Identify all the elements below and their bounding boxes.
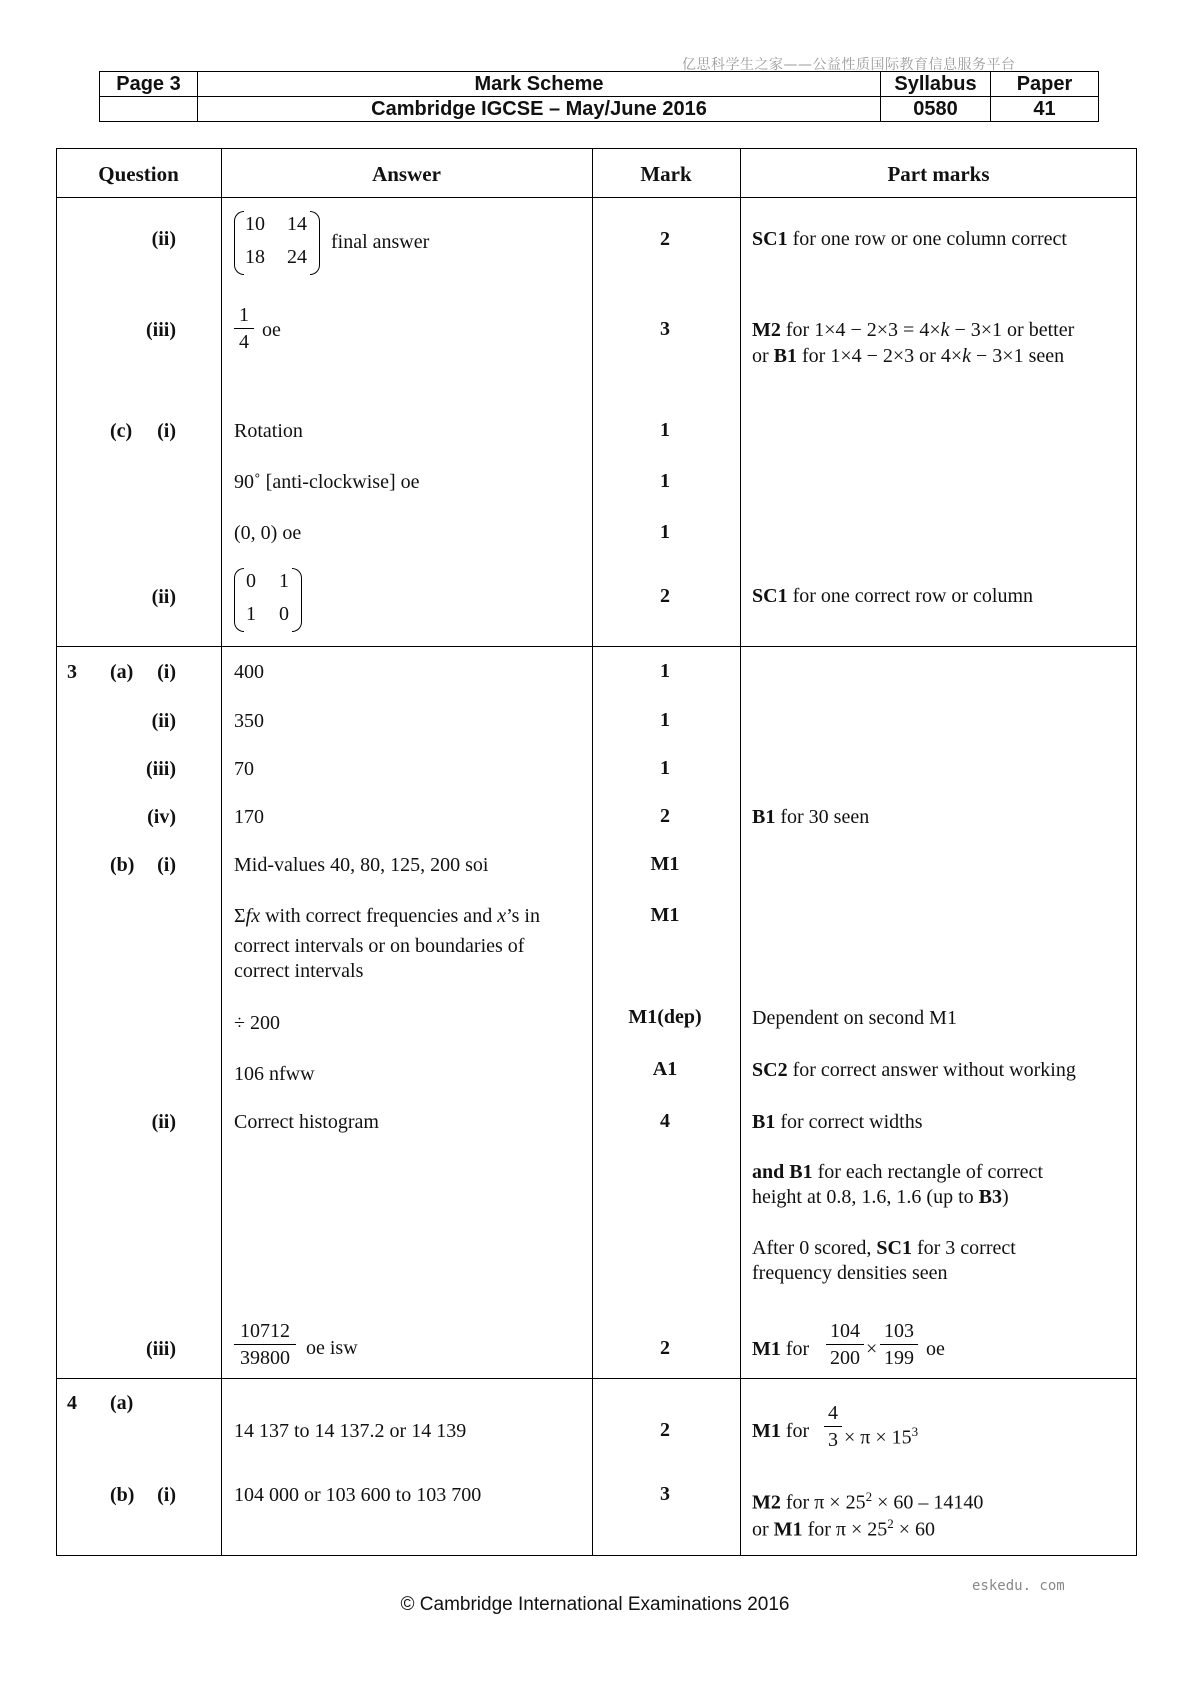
column-header-question: Question <box>98 162 179 186</box>
question-part-label: (a) <box>110 661 134 683</box>
part-marks-description: After 0 scored, <box>752 1237 877 1259</box>
mark-code: SC1 <box>752 228 788 250</box>
question-label: (iii) <box>146 1338 176 1360</box>
part-marks-text <box>752 1236 1016 1261</box>
times-symbol: × <box>866 1338 878 1360</box>
matrix-cell: 0 <box>279 603 289 625</box>
paper-label: Paper <box>991 72 1099 97</box>
part-marks-description: for one row or one column correct <box>787 228 1067 250</box>
mark-code: M2 <box>752 1491 781 1514</box>
part-marks-text <box>752 1058 1076 1083</box>
answer-text: 106 nfww <box>234 1063 315 1085</box>
document-title: Mark Scheme <box>198 72 881 97</box>
fraction-numerator: 103 <box>880 1318 918 1345</box>
answer-text: 104 000 or 103 600 to 103 700 <box>234 1484 482 1506</box>
question-label: (iv) <box>147 806 176 828</box>
part-marks-text <box>752 344 1064 369</box>
mark-value: 2 <box>660 228 670 250</box>
row-divider <box>56 197 1137 198</box>
question-label: (i) <box>157 1484 176 1506</box>
row-divider <box>56 646 1137 647</box>
mark-value: 2 <box>660 805 670 827</box>
part-marks-text: frequency densities seen <box>752 1262 948 1284</box>
answer-fragment: with correct frequencies and <box>260 905 498 927</box>
expression: × π × 15 <box>844 1426 912 1449</box>
part-marks-expression: for π × 25 <box>780 1491 866 1514</box>
matrix-cell: 14 <box>287 213 307 235</box>
question-part-label: (b) <box>110 854 135 876</box>
answer-text: oe isw <box>306 1337 358 1359</box>
part-marks-text <box>752 805 869 830</box>
part-marks-expression: − 3×1 seen <box>971 345 1065 367</box>
part-marks-description: for 3 correct <box>911 1237 1016 1259</box>
question-label: (i) <box>157 854 176 876</box>
fraction <box>824 1400 842 1453</box>
mark-code: B1 <box>773 345 798 367</box>
part-marks-text <box>752 318 1074 343</box>
part-marks-expression: for 1×4 − 2×3 = 4× <box>780 319 941 341</box>
column-header-mark: Mark <box>640 162 692 186</box>
mark-value: 2 <box>660 1337 670 1359</box>
right-bracket <box>310 211 320 275</box>
mark-code: SC1 <box>752 585 788 607</box>
part-marks-text <box>752 584 1033 609</box>
part-marks-text <box>752 1185 1009 1210</box>
answer-text <box>234 904 540 929</box>
fraction-answer <box>234 1318 296 1371</box>
syllabus-code: 0580 <box>881 97 991 122</box>
mark-code: B1 <box>752 1111 776 1133</box>
matrix-cell: 0 <box>246 570 256 592</box>
left-bracket <box>234 211 244 275</box>
question-label: (ii) <box>151 710 176 732</box>
question-number: 3 <box>67 661 77 683</box>
mark-value: 1 <box>660 521 670 543</box>
question-part-label: (b) <box>110 1484 135 1506</box>
part-marks-expression: × 60 <box>893 1518 936 1541</box>
matrix-cell: 1 <box>246 603 256 625</box>
mark-value: 1 <box>660 757 670 779</box>
part-marks-text <box>752 1337 809 1362</box>
question-part-label: (a) <box>110 1392 134 1414</box>
answer-text: final answer <box>331 231 430 253</box>
mark-code: SC2 <box>752 1059 788 1081</box>
mark-code: M1 <box>773 1518 803 1541</box>
matrix-answer <box>234 211 320 275</box>
column-divider <box>221 148 222 1556</box>
part-marks-description: for correct widths <box>775 1111 923 1133</box>
matrix-cell: 10 <box>245 213 265 235</box>
mark-code: B3 <box>978 1186 1002 1208</box>
question-label: (iii) <box>146 319 176 341</box>
part-marks-expression: × 60 – 14140 <box>872 1491 984 1514</box>
fraction-denominator: 199 <box>884 1347 914 1369</box>
part-marks-connector: or <box>752 345 774 367</box>
mark-code: and B1 <box>752 1161 813 1183</box>
mark-code: M1 <box>752 1420 781 1442</box>
fraction-denominator: 3 <box>828 1429 838 1451</box>
part-marks-text: Dependent on second M1 <box>752 1007 957 1029</box>
variable-fx: fx <box>245 905 261 927</box>
answer-text: 350 <box>234 710 264 732</box>
mark-value: M1(dep) <box>628 1006 702 1028</box>
matrix-answer <box>234 568 302 632</box>
part-marks-description: for <box>780 1420 810 1442</box>
answer-text: 400 <box>234 661 264 683</box>
fraction-numerator: 10712 <box>234 1318 296 1345</box>
fraction-numerator: 4 <box>824 1400 842 1427</box>
variable-x: x <box>497 905 507 927</box>
answer-text: correct intervals or on boundaries of <box>234 935 525 957</box>
sigma-symbol: Σ <box>234 905 246 927</box>
part-marks-expression: for 1×4 − 2×3 or 4× <box>797 345 963 367</box>
part-marks-description: for 30 seen <box>775 806 870 828</box>
paper-number: 41 <box>991 97 1099 122</box>
question-label: (ii) <box>151 228 176 250</box>
watermark-top: 亿思科学生之家——公益性质国际教育信息服务平台 <box>682 57 1016 73</box>
fraction-denominator: 4 <box>239 331 249 353</box>
left-bracket <box>234 568 244 632</box>
question-label: (ii) <box>151 1111 176 1133</box>
answer-text: Mid-values 40, 80, 125, 200 soi <box>234 854 489 876</box>
fraction-numerator: 1 <box>234 302 254 329</box>
fraction-answer <box>234 302 254 355</box>
answer-text: 90˚ [anti-clockwise] oe <box>234 471 420 493</box>
watermark-bottom: eskedu. com <box>972 1578 1065 1594</box>
variable-k: k <box>940 319 950 341</box>
answer-text: 70 <box>234 758 254 780</box>
right-bracket <box>292 568 302 632</box>
header-empty-cell <box>100 97 198 122</box>
question-part-label: (c) <box>110 420 133 442</box>
exponent: 2 <box>887 1516 894 1531</box>
question-label: (i) <box>157 420 176 442</box>
mark-value: 2 <box>660 585 670 607</box>
part-marks-connector: or <box>752 1518 774 1541</box>
exponent: 2 <box>865 1489 873 1504</box>
column-header-part-marks: Part marks <box>887 162 990 186</box>
mark-code: B1 <box>752 806 776 828</box>
fraction-denominator: 39800 <box>240 1347 290 1369</box>
mark-value: 1 <box>660 419 670 441</box>
mark-value: 2 <box>660 1419 670 1441</box>
exponent: 3 <box>911 1424 919 1439</box>
mark-code: M1 <box>752 1338 781 1360</box>
column-divider <box>740 148 741 1556</box>
mark-value: A1 <box>652 1058 678 1080</box>
answer-text: Correct histogram <box>234 1111 379 1133</box>
exam-name: Cambridge IGCSE – May/June 2016 <box>198 97 881 122</box>
matrix-cell: 24 <box>287 246 307 268</box>
part-marks-text <box>752 1419 809 1444</box>
part-marks-expression: for π × 25 <box>802 1518 888 1541</box>
answer-text: (0, 0) oe <box>234 522 302 544</box>
mark-value: 3 <box>660 318 670 340</box>
question-label: (iii) <box>146 758 176 780</box>
question-label: (ii) <box>151 586 176 608</box>
part-marks-text <box>752 1110 923 1135</box>
part-marks-description: for <box>780 1338 810 1360</box>
page-number: Page 3 <box>100 72 198 97</box>
part-marks-text <box>752 227 1067 252</box>
mark-value: M1 <box>650 853 680 875</box>
question-number: 4 <box>67 1392 77 1414</box>
fraction <box>880 1318 918 1371</box>
mark-value: 3 <box>660 1483 670 1505</box>
part-marks-description: height at 0.8, 1.6, 1.6 (up to <box>752 1186 979 1208</box>
header-table <box>99 71 1099 122</box>
question-label: (i) <box>157 661 176 683</box>
fraction-denominator: 200 <box>830 1347 860 1369</box>
column-header-answer: Answer <box>372 162 441 186</box>
part-marks-expression <box>844 1419 918 1451</box>
matrix-cell: 1 <box>279 570 289 592</box>
mark-value: 4 <box>660 1110 670 1132</box>
mark-code: M2 <box>752 319 781 341</box>
answer-text: Rotation <box>234 420 303 442</box>
mark-value: 1 <box>660 660 670 682</box>
part-marks-text: oe <box>926 1338 945 1360</box>
part-marks-description: ) <box>1001 1186 1009 1208</box>
mark-code: SC1 <box>876 1237 912 1259</box>
copyright-footer: © Cambridge International Examinations 2016 <box>400 1594 790 1615</box>
mark-value: 1 <box>660 709 670 731</box>
answer-text: oe <box>262 319 281 341</box>
answer-text: ÷ 200 <box>234 1012 280 1034</box>
row-divider <box>56 1378 1137 1379</box>
answer-text: 14 137 to 14 137.2 or 14 139 <box>234 1420 467 1442</box>
part-marks-description: for one correct row or column <box>787 585 1034 607</box>
variable-k: k <box>962 345 972 367</box>
answer-fragment: ’s in <box>506 905 540 927</box>
syllabus-label: Syllabus <box>881 72 991 97</box>
answer-text: 170 <box>234 806 264 828</box>
part-marks-description: for each rectangle of correct <box>812 1161 1043 1183</box>
part-marks-description: for correct answer without working <box>787 1059 1076 1081</box>
part-marks-text <box>752 1511 935 1543</box>
part-marks-expression: − 3×1 or better <box>949 319 1075 341</box>
fraction <box>826 1318 864 1371</box>
answer-text: correct intervals <box>234 960 364 982</box>
fraction-numerator: 104 <box>826 1318 864 1345</box>
matrix-cell: 18 <box>245 246 265 268</box>
mark-value: 1 <box>660 470 670 492</box>
part-marks-text <box>752 1160 1043 1185</box>
mark-value: M1 <box>650 904 680 926</box>
